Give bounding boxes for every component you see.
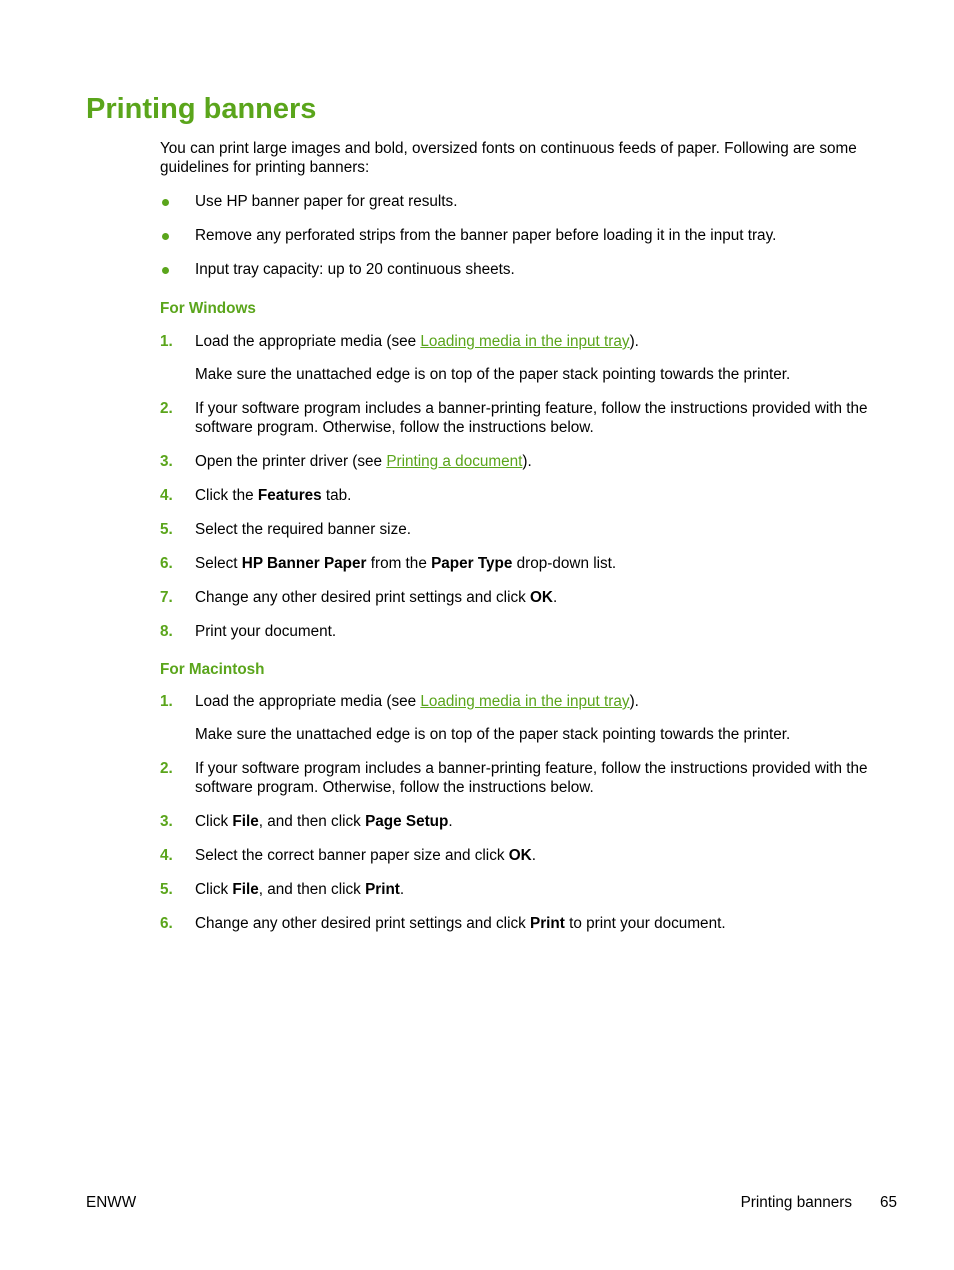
step-item — [160, 880, 900, 899]
step-text: Change any other desired print settings and click — [195, 915, 531, 932]
step-item — [160, 622, 900, 641]
step-bold: Print — [365, 881, 400, 898]
footer-right — [741, 1193, 897, 1212]
footer-section: Printing banners — [740, 1194, 852, 1211]
step-number: 6. — [160, 915, 173, 932]
step-number: 5. — [160, 521, 173, 538]
step-text: Select the correct banner paper size and click — [195, 847, 509, 864]
step-text: Click — [195, 881, 233, 898]
step-text: Select — [195, 555, 242, 572]
step-text: Click — [195, 813, 233, 830]
step-bold: OK — [530, 589, 553, 606]
step-text-end: to print your document. — [564, 915, 726, 932]
windows-steps — [160, 332, 900, 656]
page-title: Printing banners — [86, 93, 317, 125]
step-number: 5. — [160, 881, 173, 898]
step-text-end: ). — [522, 453, 532, 470]
step-text-end: . — [448, 813, 453, 830]
step-number: 2. — [160, 760, 173, 777]
guidelines-list — [160, 192, 900, 294]
bullet-text: Remove any perforated strips from the banner paper before loading it in the input tray. — [195, 227, 777, 244]
step-text: Change any other desired print settings and click — [195, 589, 531, 606]
step-bold: File — [232, 813, 259, 830]
step-number: 1. — [160, 693, 173, 710]
step-bold: Page Setup — [365, 813, 449, 830]
step-item — [160, 452, 900, 471]
step-text-mid: , and then click — [258, 881, 366, 898]
intro-paragraph: You can print large images and bold, oversized fonts on continuous feeds of paper. Following are some guidelines for printing banners: — [160, 140, 857, 176]
page-number: 65 — [879, 1194, 897, 1211]
step-bold: Features — [257, 487, 322, 504]
step-text: Click the — [195, 487, 258, 504]
step-text: If your software program includes a banner-printing feature, follow the instructions provided with the software program. Otherwise, follow the instructions below. — [195, 400, 868, 436]
step-note: Make sure the unattached edge is on top of the paper stack pointing towards the printer. — [195, 726, 791, 743]
step-text: Print your document. — [195, 623, 337, 640]
step-number: 3. — [160, 453, 173, 470]
step-number: 3. — [160, 813, 173, 830]
step-text-mid: , and then click — [258, 813, 366, 830]
step-item — [160, 914, 900, 933]
step-bold: OK — [508, 847, 532, 864]
step-item — [160, 588, 900, 607]
step-text-end: tab. — [321, 487, 352, 504]
bullet-icon — [162, 233, 169, 240]
step-number: 6. — [160, 555, 173, 572]
macintosh-steps — [160, 692, 900, 948]
step-text: Select the required banner size. — [195, 521, 411, 538]
macintosh-heading: For Macintosh — [160, 661, 265, 678]
windows-heading: For Windows — [160, 300, 256, 317]
step-item — [160, 332, 900, 384]
step-text: If your software program includes a banner-printing feature, follow the instructions provided with the software program. Otherwise, follow the instructions below. — [195, 760, 868, 796]
step-text-end: . — [399, 881, 405, 898]
step-text-end: ). — [629, 333, 639, 350]
step-item — [160, 399, 900, 437]
step-bold: File — [232, 881, 259, 898]
bullet-text: Use HP banner paper for great results. — [195, 193, 458, 210]
step-number: 8. — [160, 623, 173, 640]
printing-document-link[interactable]: Printing a document — [386, 453, 523, 470]
step-text-end: drop-down list. — [512, 555, 617, 572]
bullet-icon — [162, 267, 169, 274]
step-item — [160, 486, 900, 505]
step-note: Make sure the unattached edge is on top of the paper stack pointing towards the printer. — [195, 366, 791, 383]
bullet-text: Input tray capacity: up to 20 continuous sheets. — [195, 261, 515, 278]
step-text-end: ). — [629, 693, 639, 710]
step-bold: Print — [530, 915, 565, 932]
step-text: Load the appropriate media (see — [195, 333, 421, 350]
step-text-mid: from the — [366, 555, 432, 572]
step-text: Open the printer driver (see — [195, 453, 387, 470]
step-bold: HP Banner Paper — [241, 555, 367, 572]
step-number: 2. — [160, 400, 173, 417]
list-item — [160, 192, 900, 211]
step-item — [160, 846, 900, 865]
list-item — [160, 260, 900, 279]
step-item — [160, 692, 900, 744]
step-item — [160, 554, 900, 573]
bullet-icon — [162, 199, 169, 206]
step-number: 4. — [160, 487, 173, 504]
step-number: 7. — [160, 589, 173, 606]
step-item — [160, 520, 900, 539]
step-bold: Paper Type — [431, 555, 513, 572]
loading-media-link[interactable]: Loading media in the input tray — [420, 333, 630, 350]
step-text: Load the appropriate media (see — [195, 693, 421, 710]
step-text-end: . — [531, 847, 536, 864]
step-item — [160, 759, 900, 797]
loading-media-link[interactable]: Loading media in the input tray — [420, 693, 630, 710]
step-number: 1. — [160, 333, 173, 350]
step-text-end: . — [552, 589, 558, 606]
step-item — [160, 812, 900, 831]
step-number: 4. — [160, 847, 173, 864]
list-item — [160, 226, 900, 245]
footer-left: ENWW — [86, 1194, 137, 1211]
